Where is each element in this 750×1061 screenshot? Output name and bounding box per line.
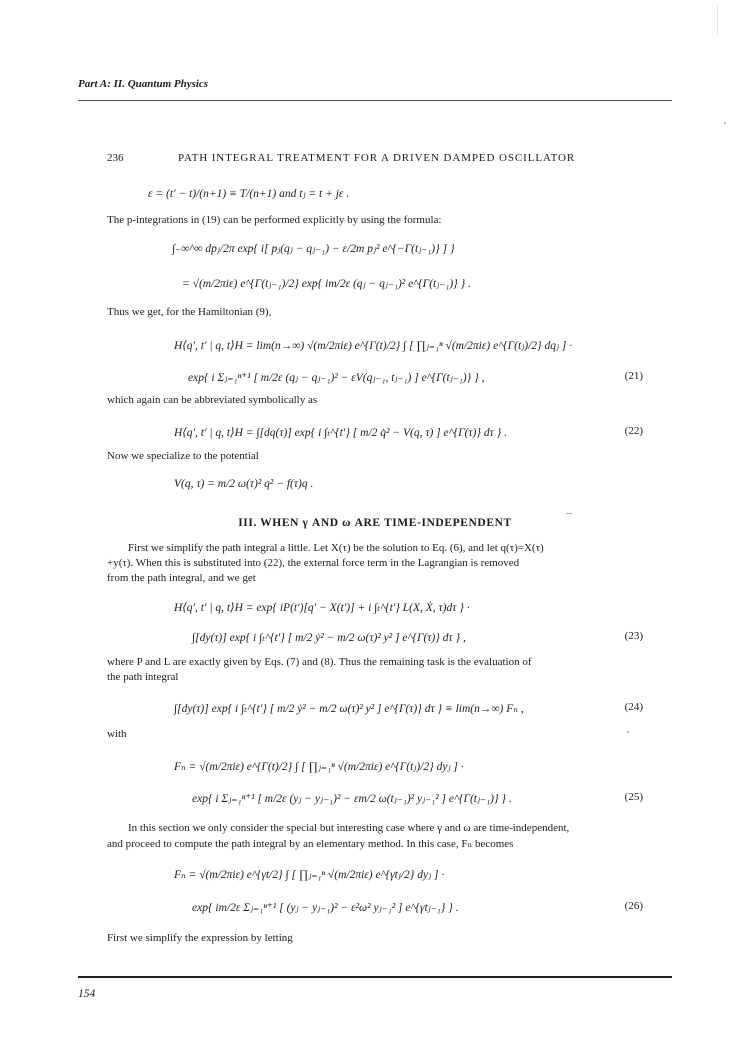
text-thus-we-get: Thus we get, for the Hamiltonian (9), <box>107 306 272 318</box>
text-specialize: Now we specialize to the potential <box>107 450 259 462</box>
eq25-line-1: Fₙ = √(m/2πiε) e^{Γ(t)/2} ∫ [ ∏ⱼ₌₁ⁿ √(m/2πiε) e^{Γ(tⱼ)/2} dyⱼ ] · <box>174 761 464 773</box>
section-heading: III. WHEN γ AND ω ARE TIME-INDEPENDENT <box>238 517 512 529</box>
eq-number-24: (24) <box>624 701 643 713</box>
eq21-line-1: H⟨q′, t′ | q, t⟩H = lim(n→∞) √(m/2πiε) e^{Γ(t)/2} ∫ [ ∏ⱼ₌₁ⁿ √(m/2πiε) e^{Γ(tⱼ)/2} dqⱼ ] · <box>174 340 573 352</box>
text-section-line-1: First we simplify the path integral a little. Let X(τ) be the solution to Eq. (6), and let q(τ)=X(τ) <box>128 542 544 554</box>
text-special-line-1: In this section we only consider the special but interesting case where γ and ω are time-independent, <box>128 822 570 834</box>
eq25-line-2: exp{ i Σⱼ₌₁ⁿ⁺¹ [ m/2ε (yⱼ − yⱼ₋₁)² − εm/2 ω(tⱼ₋₁)² yⱼ₋₁² ] e^{Γ(tⱼ₋₁)} } . <box>192 793 512 805</box>
eq-number-26: (26) <box>624 900 643 912</box>
eq-p-integral-1: ∫₋∞^∞ dpⱼ/2π exp{ i[ pⱼ(qⱼ − qⱼ₋₁) − ε/2m pⱼ² e^{−Γ(tⱼ₋₁)} ] } <box>172 243 455 255</box>
text-abbreviated: which again can be abbreviated symbolically as <box>107 394 318 406</box>
page-title: PATH INTEGRAL TREATMENT FOR A DRIVEN DAMPED OSCILLATOR <box>178 152 576 164</box>
eq24: ∫[dy(τ)] exp{ i ∫ₜ^{t′} [ m/2 ẏ² − m/2 ω(τ)² y² ] e^{Γ(τ)} dτ } ≡ lim(n→∞) Fₙ , <box>174 703 524 715</box>
eq-p-integral-2: = √(m/2πiε) e^{Γ(tⱼ₋₁)/2} exp{ im/2ε (qⱼ − qⱼ₋₁)² e^{Γ(tⱼ₋₁)} } . <box>182 278 471 290</box>
eq-number-21: (21) <box>624 370 643 382</box>
text-section-line-3: from the path integral, and we get <box>107 572 256 584</box>
text-where-line-1: where P and L are exactly given by Eqs. (7) and (8). Thus the remaining task is the evaluation of <box>107 656 532 668</box>
eq22: H⟨q′, t′ | q, t⟩H = ∫[dq(τ)] exp{ i ∫ₜ^{t′} [ m/2 q̇² − V(q, τ) ] e^{Γ(τ)} dτ } . <box>174 427 507 439</box>
footer-page-number: 154 <box>78 988 96 1000</box>
text-special-line-2: and proceed to compute the path integral by an elementary method. In this case, Fₙ becomes <box>107 838 514 850</box>
eq26-line-1: Fₙ = √(m/2πiε) e^{γt/2} ∫ [ ∏ⱼ₌₁ⁿ √(m/2πiε) e^{γtⱼ/2} dyⱼ ] · <box>174 869 445 881</box>
eq23-line-1: H⟨q′, t′ | q, t⟩H = exp{ iP(t′)[q′ − X(t′)] + i ∫ₜ^{t′} L(X, Ẋ, τ)dτ } · <box>174 602 470 614</box>
text-letting: First we simplify the expression by letting <box>107 932 293 944</box>
eq-number-22: (22) <box>624 425 643 437</box>
footer-rule <box>78 976 672 978</box>
eq26-line-2: exp{ im/2ε Σⱼ₌₁ⁿ⁺¹ [ (yⱼ − yⱼ₋₁)² − ε²ω² yⱼ₋₁² ] e^{γtⱼ₋₁} } . <box>192 902 459 914</box>
text-p-integrations: The p-integrations in (19) can be performed explicitly by using the formula: <box>107 214 442 226</box>
eq-epsilon-definition: ε = (t′ − t)/(n+1) ≡ T/(n+1) and tⱼ = t + jε . <box>148 188 350 200</box>
eq-number-23: (23) <box>624 630 643 642</box>
text-with: with <box>107 728 127 740</box>
eq23-line-2: ∫[dy(τ)] exp{ i ∫ₜ^{t′} [ m/2 ẏ² − m/2 ω(τ)² y² ] e^{Γ(τ)} dτ } , <box>192 632 466 644</box>
scan-mark <box>627 731 629 733</box>
scan-mark <box>566 513 572 514</box>
text-section-line-2: +y(τ). When this is substituted into (22), the external force term in the Lagrangian is removed <box>107 557 520 569</box>
page-number: 236 <box>107 152 124 164</box>
running-head: Part A: II. Quantum Physics <box>78 78 209 90</box>
scan-mark <box>717 6 718 34</box>
scan-mark <box>724 122 726 124</box>
eq-number-25: (25) <box>624 791 643 803</box>
eq21-line-2: exp{ i Σⱼ₌₁ⁿ⁺¹ [ m/2ε (qⱼ − qⱼ₋₁)² − εV(qⱼ₋₁, tⱼ₋₁) ] e^{Γ(tⱼ₋₁)} } , <box>188 372 485 384</box>
eq-potential: V(q, τ) = m/2 ω(τ)² q² − f(τ)q . <box>174 478 314 490</box>
header-rule <box>78 100 672 101</box>
text-where-line-2: the path integral <box>107 671 179 683</box>
